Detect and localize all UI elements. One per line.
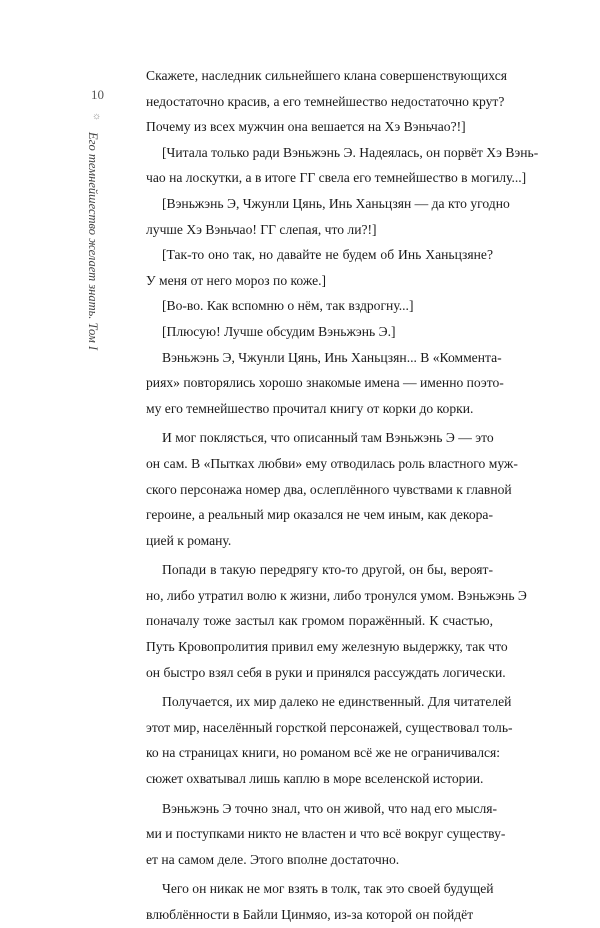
text-line: ского персонажа номер два, ослеплённого чувствами к главной [146, 481, 512, 497]
text-line: У меня от него мороз по коже.] [146, 272, 327, 288]
text-line: но, либо утратил волю к жизни, либо тронулся умом. Вэньжэнь Э [146, 587, 527, 603]
paragraph [146, 796, 506, 873]
paragraph [146, 689, 513, 791]
text-line: чао на лоскутки, а в итоге ГГ свела его темнейшество в могилу...] [146, 170, 527, 186]
text-line: [Так-то оно так, но давайте не будем об Инь Ханьцзяне? [162, 247, 493, 263]
text-line: ко на страницах книги, но романом всё же не ограничивался: [146, 745, 501, 761]
paragraph [146, 425, 518, 553]
paragraph [146, 557, 527, 685]
text-line: он сам. В «Пытках любви» ему отводилась роль властного муж- [146, 455, 518, 471]
text-line: [Читала только ради Вэньжэнь Э. Надеялась, он порвёт Хэ Вэнь- [162, 144, 539, 160]
text-line: героине, а реальный мир оказался не чем иным, как декора- [146, 507, 493, 523]
text-line: лучше Хэ Вэньчао! ГГ слепая, что ли?!] [146, 221, 377, 237]
text-line: цией к роману. [146, 532, 232, 548]
text-line: риях» повторялись хорошо знакомые имена — именно поэто- [146, 375, 504, 391]
text-line: Почему из всех мужчин она вешается на Хэ Вэньчао?!] [146, 119, 466, 135]
text-line: Путь Кровопролития привил ему железную выдержку, так что [146, 639, 508, 655]
text-line: недостаточно красив, а его темнейшество недостаточно крут? [146, 93, 505, 109]
text-line: Чего он никак не мог взять в толк, так это своей будущей [162, 881, 494, 897]
paragraph [146, 293, 493, 319]
sun-ornament-icon: ☼ [92, 111, 102, 122]
text-line: Скажете, наследник сильнейшего клана совершенствующихся [146, 68, 507, 83]
running-head: Его темнейшество желает знать. Том I [86, 132, 100, 351]
page-number: 10 [91, 87, 104, 102]
paragraph [146, 191, 510, 242]
text-line: Вэньжэнь Э точно знал, что он живой, что над его мысля- [162, 800, 498, 816]
paragraph [146, 242, 493, 293]
paragraph [146, 140, 539, 191]
text-line: сюжет охватывал лишь каплю в море вселенской истории. [146, 771, 484, 787]
text-line: [Во-во. Как вспомню о нём, так вздрогну...] [162, 298, 414, 314]
text-line: Получается, их мир далеко не единственный. Для читателей [162, 694, 512, 710]
text-line: поначалу тоже застыл как громом поражённый. К счастью, [146, 613, 493, 629]
body-text [146, 63, 539, 928]
text-line: ми и поступками никто не властен и что всё вокруг существу- [146, 826, 506, 842]
text-line: [Вэньжэнь Э, Чжунли Цянь, Инь Ханьцзян — да кто угодно [162, 195, 510, 211]
text-line: Вэньжэнь Э, Чжунли Цянь, Инь Ханьцзян... В «Коммента- [162, 349, 502, 365]
text-line: му его темнейшество прочитал книгу от корки до корки. [146, 400, 474, 416]
paragraph [146, 319, 493, 345]
text-line: влюблённости в Байли Цинмяо, из-за которой он пойдёт [146, 907, 474, 922]
paragraph [146, 876, 493, 927]
text-line: Попади в такую передрягу кто-то другой, он бы, вероят- [162, 562, 493, 578]
text-line: И мог поклясться, что описанный там Вэньжэнь Э — это [162, 430, 494, 446]
paragraph [146, 63, 507, 140]
text-line: [Плюсую! Лучше обсудим Вэньжэнь Э.] [162, 323, 396, 339]
text-line: он быстро взял себя в руки и принялся рассуждать логически. [146, 664, 506, 680]
text-line: ет на самом деле. Этого вполне достаточно. [146, 851, 400, 867]
paragraph [146, 345, 504, 422]
text-line: этот мир, населённый горсткой персонажей, существовал толь- [146, 719, 513, 735]
